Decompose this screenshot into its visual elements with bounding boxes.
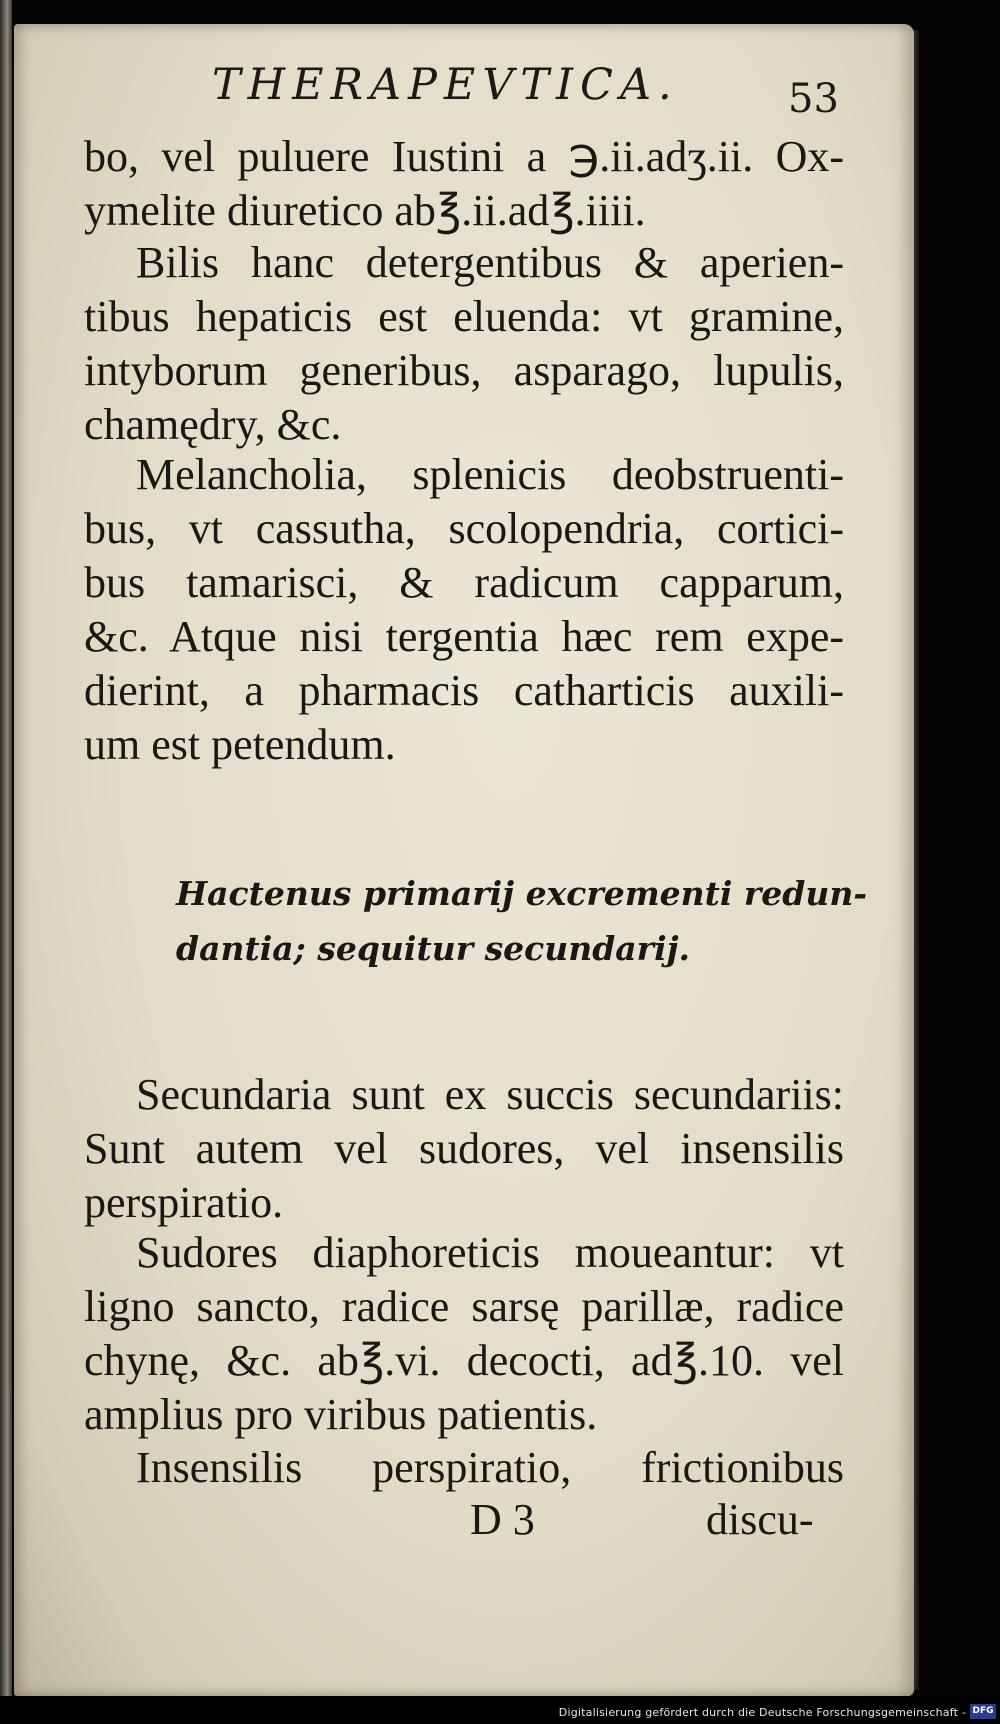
text-line: ligno sancto, radice sarsę parillæ, radice bbox=[84, 1282, 844, 1331]
text-line: Sunt autem vel sudores, vel insensilis bbox=[84, 1124, 844, 1173]
signature-mark: D 3 bbox=[470, 1495, 535, 1544]
text-line: ymelite diuretico ab℥.ii.ad℥.iiii. bbox=[84, 186, 646, 235]
catchword: discu- bbox=[706, 1495, 814, 1544]
italic-transition-note bbox=[176, 866, 868, 976]
text-line: bus tamarisci, & radicum capparum, bbox=[84, 558, 844, 607]
text-line: Hactenus primarij excrementi redun- bbox=[176, 874, 868, 913]
text-line: dierint, a pharmacis catharticis auxili- bbox=[84, 666, 844, 715]
page-number: 53 bbox=[788, 76, 839, 122]
text-line: perspiratio. bbox=[84, 1178, 284, 1227]
paragraph-continuation bbox=[84, 130, 844, 238]
text-line: bus, vt cassutha, scolopendria, cortici- bbox=[84, 504, 844, 553]
book-spine-edge bbox=[0, 0, 12, 1724]
paragraph-insensilis bbox=[84, 1441, 844, 1495]
text-line: um est petendum. bbox=[84, 720, 396, 769]
text-line: intyborum generibus, asparago, lupulis, bbox=[84, 346, 844, 395]
text-line: Secundaria sunt ex succis secundariis: bbox=[136, 1070, 844, 1119]
running-head: THERAPEVTICA. bbox=[212, 60, 679, 110]
text-line: chamędry, &c. bbox=[84, 400, 342, 449]
text-line: chynę, &c. ab℥.vi. decocti, ad℥.10. vel bbox=[84, 1336, 844, 1385]
funding-credit: Digitalisierung gefördert durch die Deutsche Forschungsgemeinschaft - bbox=[558, 1706, 966, 1719]
dfg-logo: DFG bbox=[970, 1704, 996, 1719]
text-line: tibus hepaticis est eluenda: vt gramine, bbox=[84, 292, 844, 341]
text-line: amplius pro viribus patientis. bbox=[84, 1390, 598, 1439]
text-line: &c. Atque nisi tergentia hæc rem expe- bbox=[84, 612, 844, 661]
paragraph-melancholia bbox=[84, 448, 844, 772]
text-line: bo, vel puluere Iustini a ℈.ii.adʒ.ii. Ox- bbox=[84, 132, 844, 181]
text-line: Melancholia, splenicis deobstruenti- bbox=[136, 450, 844, 499]
funding-bar bbox=[0, 1696, 1000, 1724]
paragraph-bilis bbox=[84, 236, 844, 452]
text-line: dantia; sequitur secundarij. bbox=[176, 929, 691, 968]
paragraph-secundaria bbox=[84, 1068, 844, 1230]
text-line: Insensilis perspiratio, frictionibus bbox=[136, 1443, 844, 1492]
text-line: Sudores diaphoreticis moueantur: vt bbox=[136, 1228, 844, 1277]
paragraph-sudores bbox=[84, 1226, 844, 1442]
text-line: Bilis hanc detergentibus & aperien- bbox=[136, 238, 844, 287]
